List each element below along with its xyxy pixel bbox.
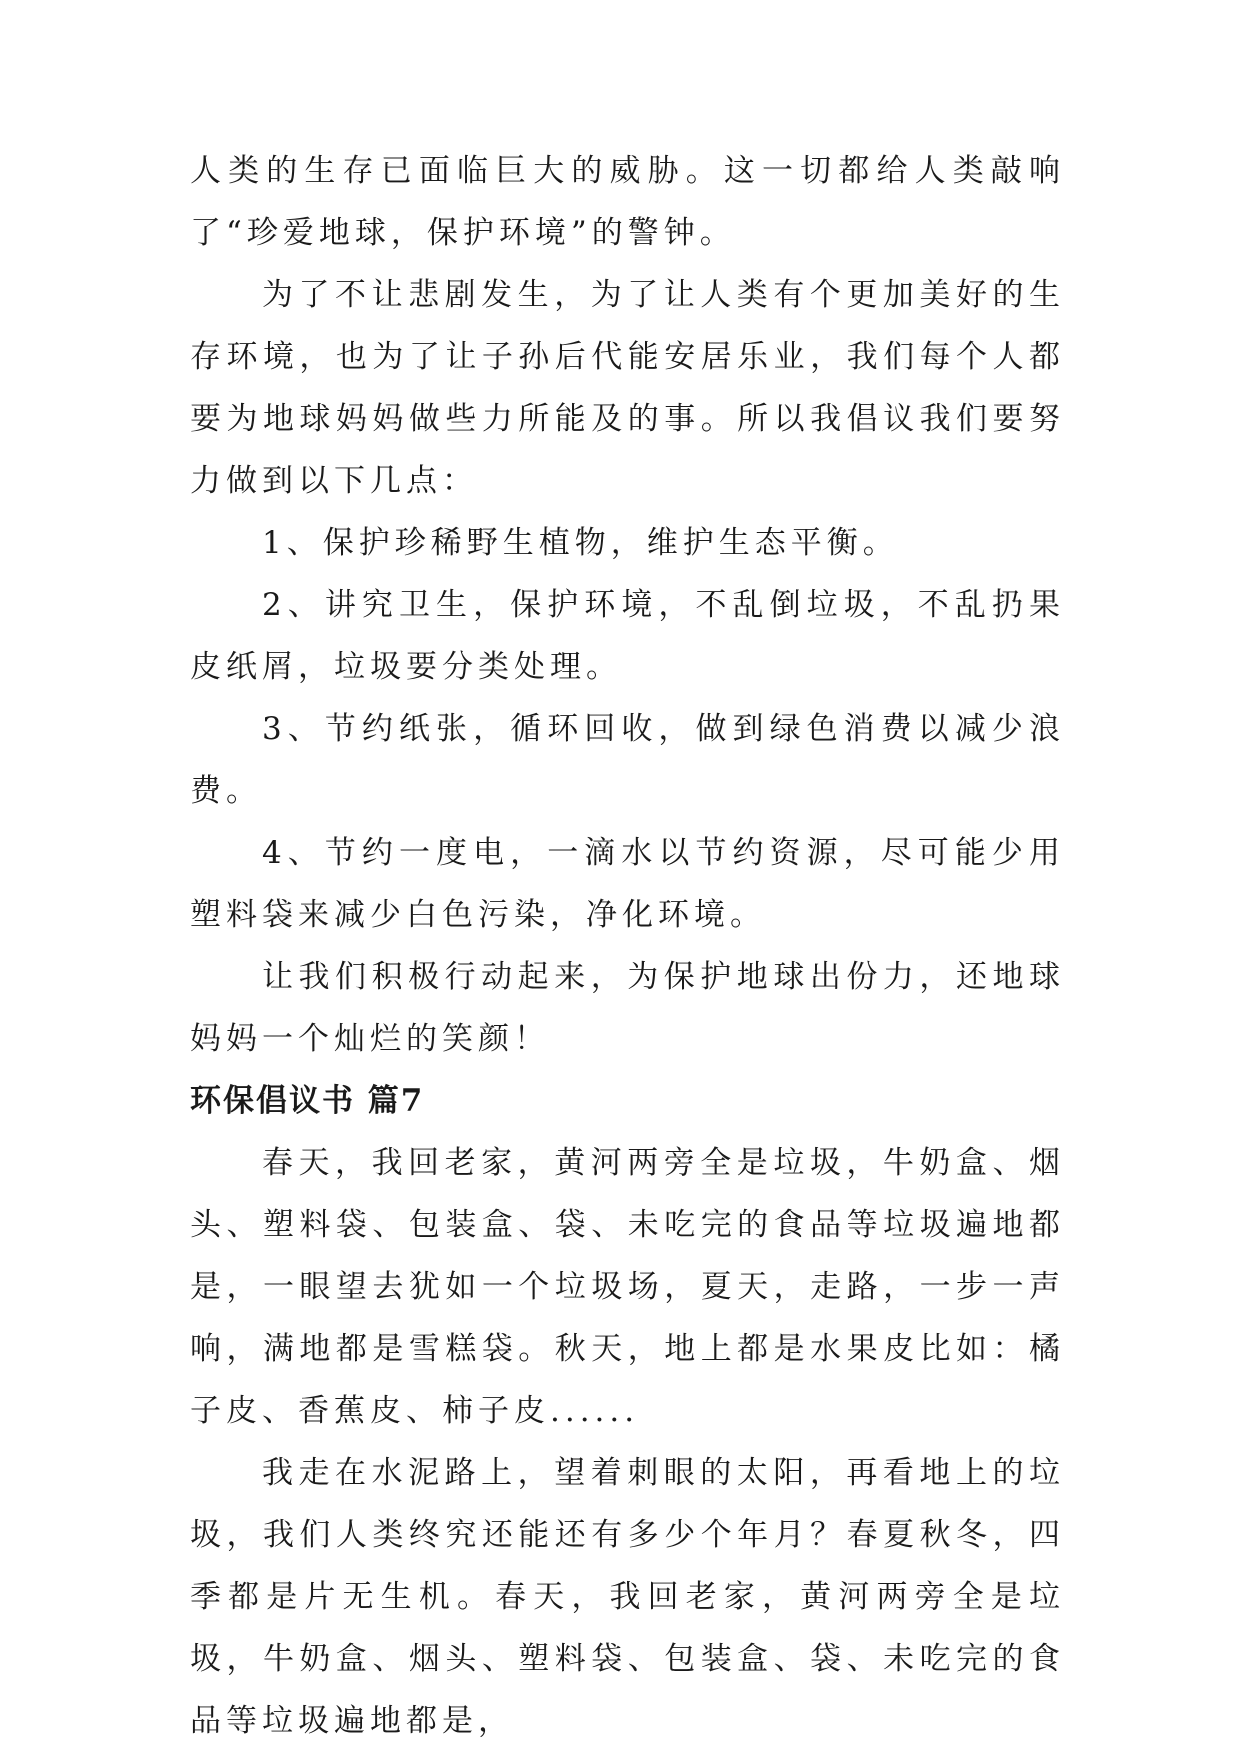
paragraph-3: 1、保护珍稀野生植物，维护生态平衡。: [262, 525, 899, 561]
document-page: [190, 140, 1065, 1752]
section-paragraph-1: 春天，我回老家，黄河两旁全是垃圾，牛奶盒、烟头、塑料袋、包装盒、袋、未吃完的食品等垃圾遍地都是，一眼望去犹如一个垃圾场，夏天，走路，一步一声响，满地都是雪糕袋。秋天，地上都是水果皮比如：橘子皮、香蕉皮、柿子皮......: [190, 1145, 1065, 1429]
section-heading: 环保倡议书 篇7: [190, 1083, 425, 1119]
paragraph-7: 让我们积极行动起来，为保护地球出份力，还地球妈妈一个灿烂的笑颜！: [190, 959, 1065, 1057]
section-paragraph-2: 我走在水泥路上，望着刺眼的太阳，再看地上的垃圾，我们人类终究还能还有多少个年月？春夏秋冬，四季都是片无生机。春天，我回老家，黄河两旁全是垃圾，牛奶盒、烟头、塑料袋、包装盒、袋、未吃完的食品等垃圾遍地都是，: [190, 1455, 1065, 1739]
paragraph-2: 为了不让悲剧发生，为了让人类有个更加美好的生存环境，也为了让子孙后代能安居乐业，我们每个人都要为地球妈妈做些力所能及的事。所以我倡议我们要努力做到以下几点：: [190, 277, 1065, 499]
paragraph-1: 人类的生存已面临巨大的威胁。这一切都给人类敲响了“珍爱地球，保护环境”的警钟。: [190, 153, 1065, 251]
paragraph-5: 3、节约纸张，循环回收，做到绿色消费以减少浪费。: [190, 711, 1065, 809]
paragraph-4: 2、讲究卫生，保护环境，不乱倒垃圾，不乱扔果皮纸屑，垃圾要分类处理。: [190, 587, 1065, 685]
paragraph-6: 4、节约一度电，一滴水以节约资源，尽可能少用塑料袋来减少白色污染，净化环境。: [190, 835, 1065, 933]
